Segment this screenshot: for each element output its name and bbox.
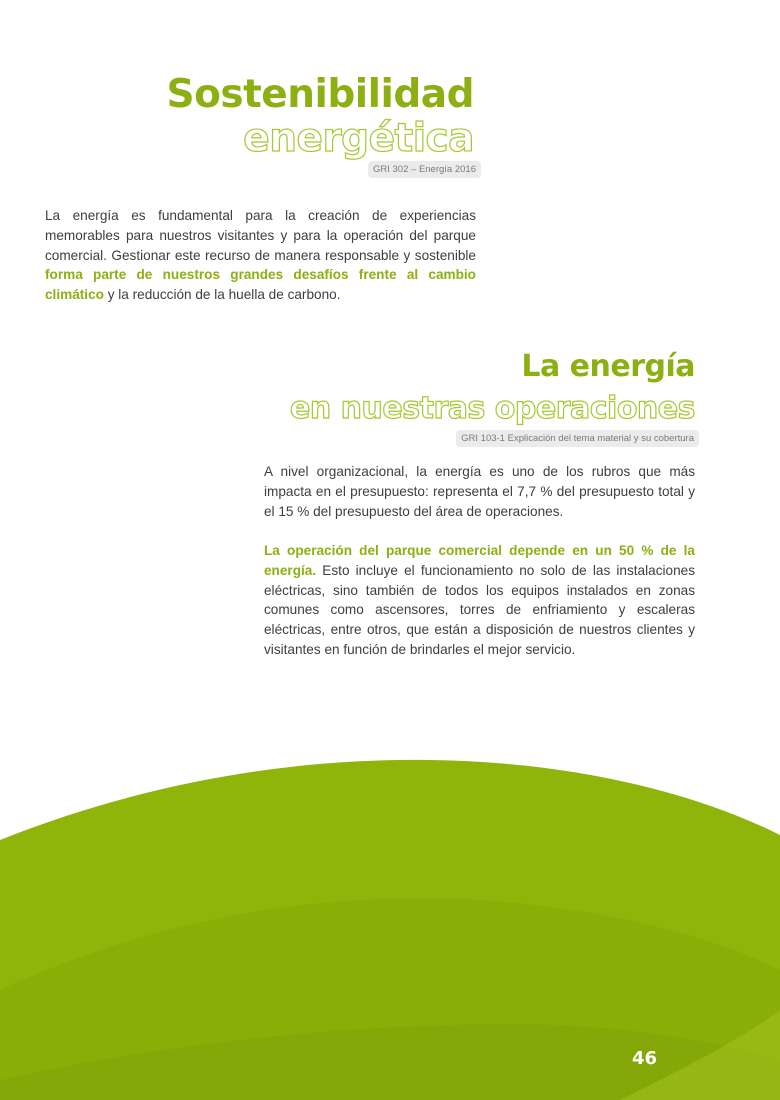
section1-paragraph-text-a: La energía es fundamental para la creación de experiencias memorables para nuestros visitantes y para la operación del parque comercial. Gestionar este recurso de manera responsable y sostenible: [45, 208, 476, 263]
section2-paragraph-2: [264, 541, 695, 660]
section2-subtitle: en nuestras operaciones: [290, 391, 695, 426]
page-number: 46: [632, 1048, 658, 1069]
section1-title: Sostenibilidad: [166, 72, 474, 117]
section1-paragraph-text-b: y la reducción de la huella de carbono.: [103, 287, 341, 303]
section2-paragraph-2-highlight: La operación del parque comercial depende en un 50 % de la energía.: [264, 543, 695, 578]
section1-paragraph-highlight: forma parte de nuestros grandes desafíos frente al cambio climático: [45, 267, 476, 303]
bottom-green-wave: [0, 740, 780, 1100]
section2-paragraph-2-text: Esto incluye el funcionamiento no solo de las instalaciones eléctricas, sino también de todos los equipos instalados en zonas comunes como ascensores, torres de enfriamiento y escaleras eléctricas, entre otros, que están a disposición de nuestros clientes y visitantes en función de brindarles el mejor servicio.: [264, 562, 695, 657]
section2-title: La energía: [521, 349, 695, 384]
section1-subtitle: energética: [243, 116, 474, 161]
section1-gri-tag: GRI 302 – Energía 2016: [368, 161, 481, 178]
section1-paragraph: [45, 206, 476, 305]
section2-paragraph-1: A nivel organizacional, la energía es uno de los rubros que más impacta en el presupuesto: representa el 7,7 % del presupuesto total y el 15 % del presupuesto del área de operaciones.: [264, 464, 695, 519]
section2-gri-tag: GRI 103-1 Explicación del tema material y su cobertura: [456, 430, 699, 447]
